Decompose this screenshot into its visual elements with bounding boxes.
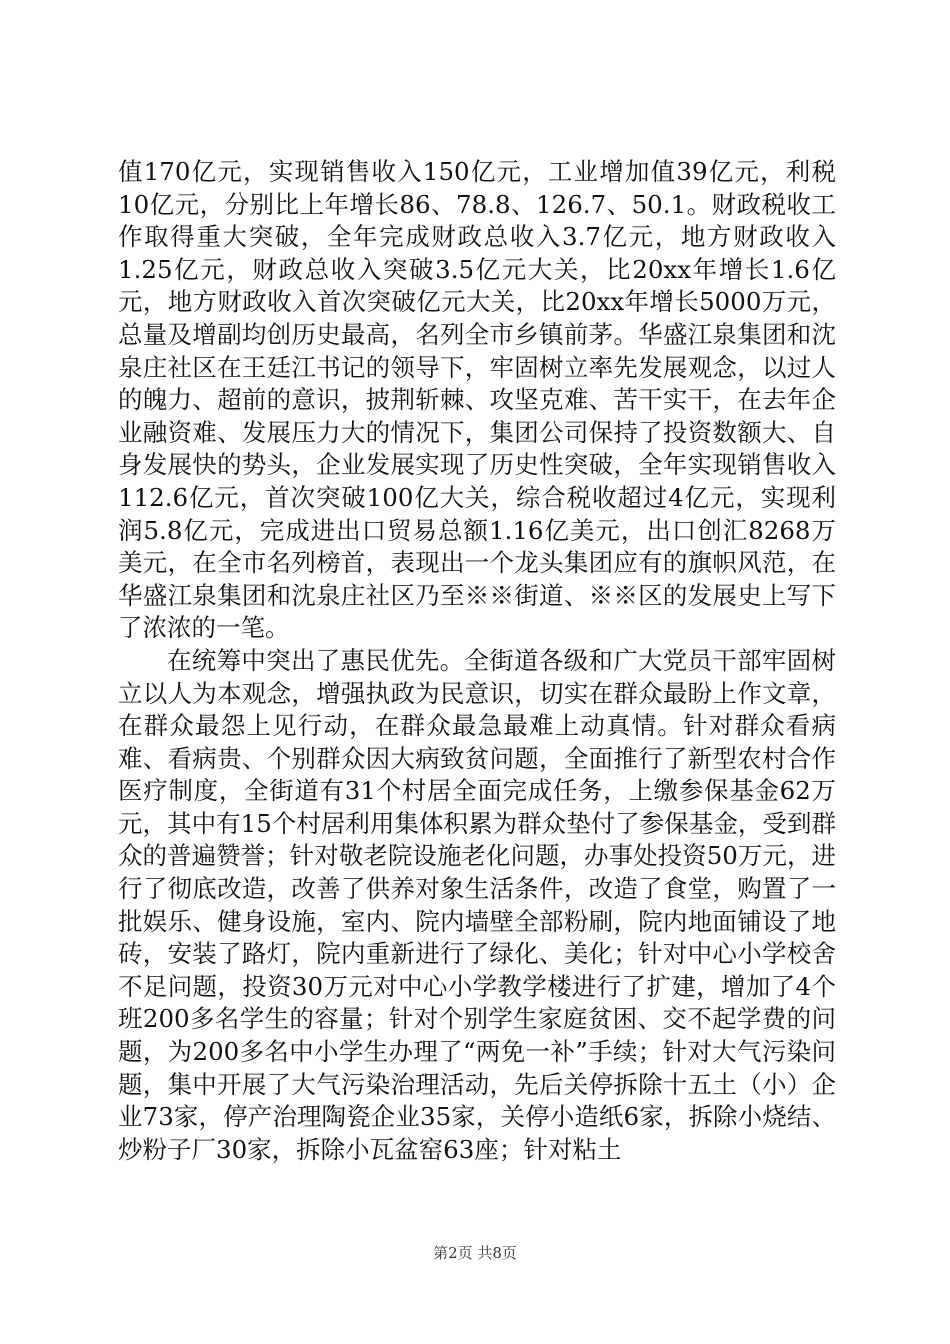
- paragraph-huimin: 在统筹中突出了惠民优先。全街道各级和广大党员干部牢固树立以人为本观念，增强执政为民意识，切实在群众最盼上作文章，在群众最怨上见行动，在群众最急最难上动真情。针对群众看病难、看病贵、个别群众因大病致贫问题，全面推行了新型农村合作医疗制度，全街道有31个村居全面完成任务，上缴参保基金62万元，其中有15个村居利用集体积累为群众垫付了参保基金，受到群众的普遍赞誉；针对敬老院设施老化问题，办事处投资50万元，进行了彻底改造，改善了供养对象生活条件，改造了食堂，购置了一批娱乐、健身设施，室内、院内墙壁全部粉刷，院内地面铺设了地砖，安装了路灯，院内重新进行了绿化、美化；针对中心小学校舍不足问题，投资30万元对中心小学教学楼进行了扩建，增加了4个班200多名学生的容量；针对个别学生家庭贫困、交不起学费的问题，为200多名中小学生办理了“两免一补”手续；针对大气污染问题，集中开展了大气污染治理活动，先后关停拆除十五土（小）企业73家，停产治理陶瓷企业35家，关停小造纸6家，拆除小烧结、炒粉子厂30家，拆除小瓦盆窑63座；针对粘土: [118, 645, 836, 1164]
- page-number-footer: 第2页 共8页: [433, 1244, 517, 1262]
- body-text: [118, 156, 836, 1166]
- paragraph-continuation: 值170亿元，实现销售收入150亿元，工业增加值39亿元，利税10亿元，分别比上年增长86、78.8、126.7、50.1。财政税收工作取得重大突破，全年完成财政总收入3.7亿元，地方财政收入1.25亿元，财政总收入突破3.5亿元大关，比20xx年增长1.6亿元，地方财政收入首次突破亿元大关，比20xx年增长5000万元，总量及增副均创历史最高，名列全市乡镇前茅。华盛江泉集团和沈泉庄社区在王廷江书记的领导下，牢固树立率先发展观念，以过人的魄力、超前的意识，披荆斩棘、攻坚克难、苦干实干，在去年企业融资难、发展压力大的情况下，集团公司保持了投资数额大、自身发展快的势头，企业发展实现了历史性突破，全年实现销售收入112.6亿元，首次突破100亿大关，综合税收超过4亿元，实现利润5.8亿元，完成进出口贸易总额1.16亿美元，出口创汇8268万美元，在全市名列榜首，表现出一个龙头集团应有的旗帜风范，在华盛江泉集团和沈泉庄社区乃至※※街道、※※区的发展史上写下了浓浓的一笔。: [118, 157, 836, 643]
